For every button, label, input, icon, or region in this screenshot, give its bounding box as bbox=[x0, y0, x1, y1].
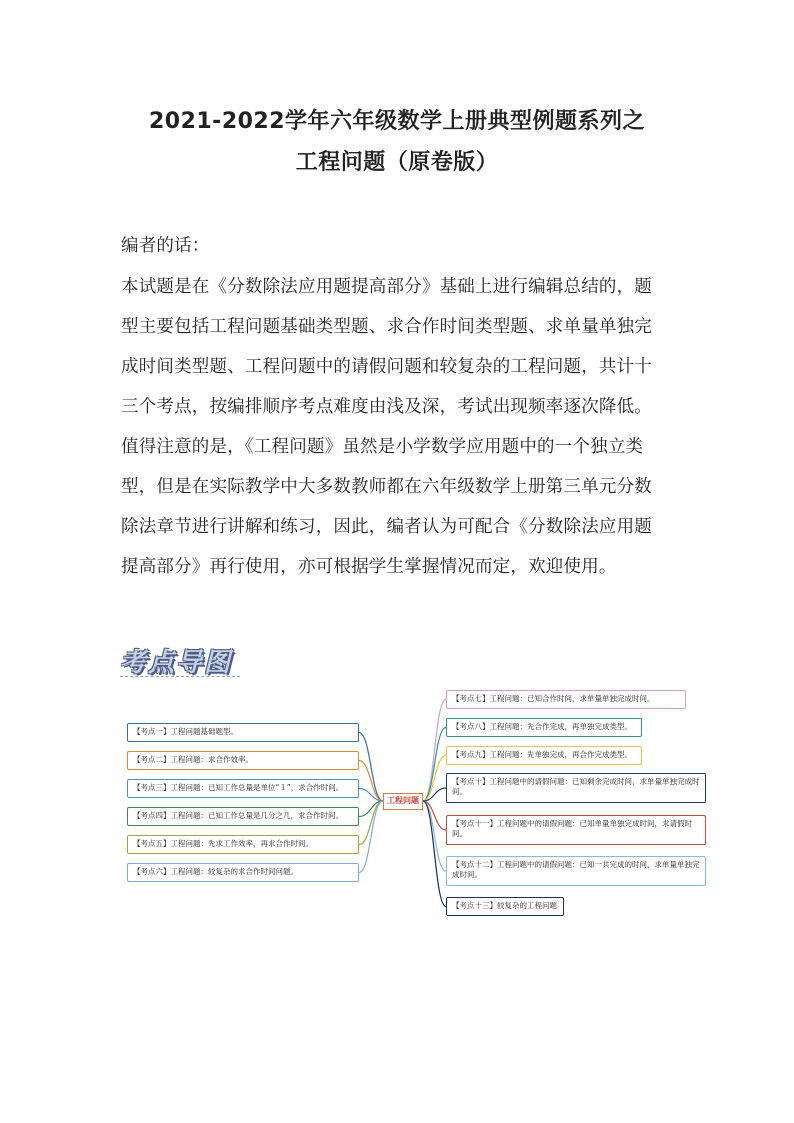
intro-line: 三个考点，按编排顺序考点难度由浅及深，考试出现频率逐次降低。 bbox=[121, 397, 652, 417]
right-topic-node: 【考点十】工程问题中的请假问题：已知剩余完成时间，求单量单独完成时间。 bbox=[446, 773, 706, 803]
left-topic-node: 【考点一】工程问题基础题型。 bbox=[127, 723, 359, 742]
right-topic-node: 【考点十一】工程问题中的请假问题：已知单量单独完成时间，求请假时间。 bbox=[446, 815, 706, 845]
left-topic-node: 【考点三】工程问题：已知工作总量是单位“１”，求合作时间。 bbox=[127, 779, 359, 798]
left-topic-node: 【考点六】工程问题：较复杂的求合作时间问题。 bbox=[127, 863, 359, 882]
left-topic-node: 【考点二】工程问题：求合作效率。 bbox=[127, 751, 359, 770]
left-topic-node: 【考点五】工程问题：先求工作效率，再求合作时间。 bbox=[127, 835, 359, 854]
document-title-line2: 工程问题（原卷版） bbox=[295, 150, 499, 175]
intro-line: 型，但是在实际教学中大多数教师都在六年级数学上册第三单元分数 bbox=[121, 477, 652, 497]
right-topic-node: 【考点九】工程问题：先单独完成，再合作完成类型。 bbox=[446, 746, 642, 765]
right-topic-node: 【考点十二】工程问题中的请假问题：已知一共完成的时间，求单量单独完成时间。 bbox=[446, 856, 706, 886]
intro-line: 提高部分》再行使用，亦可根据学生掌握情况而定，欢迎使用。 bbox=[121, 557, 617, 577]
intro-line: 除法章节进行讲解和练习，因此，编者认为可配合《分数除法应用题 bbox=[121, 517, 652, 537]
right-topic-node: 【考点八】工程问题：先合作完成，再单独完成类型。 bbox=[446, 718, 642, 737]
intro-line: 值得注意的是，《工程问题》虽然是小学数学应用题中的一个独立类 bbox=[121, 437, 644, 457]
left-connector bbox=[359, 733, 383, 802]
intro-line: 型主要包括工程问题基础类型题、求合作时间类型题、求单量单独完 bbox=[121, 317, 652, 337]
section-heading: 考点导图 bbox=[120, 648, 233, 678]
right-connector bbox=[423, 801, 446, 871]
mindmap-center-node: 工程问题 bbox=[383, 793, 423, 810]
document-title-line1: 2021-2022学年六年级数学上册典型例题系列之 bbox=[148, 109, 646, 134]
left-topic-node: 【考点四】工程问题：已知工作总量是几分之几，求合作时间。 bbox=[127, 807, 359, 826]
right-topic-node: 【考点十三】较复杂的工程问题 bbox=[446, 897, 564, 916]
right-connector bbox=[423, 700, 446, 802]
intro-line: 成时间类型题、工程问题中的请假问题和较复杂的工程问题，共计十 bbox=[121, 357, 652, 377]
intro-label: 编者的话： bbox=[121, 236, 210, 256]
right-connector bbox=[423, 728, 446, 802]
right-topic-node: 【考点七】工程问题：已知合作时间，求单量单独完成时间。 bbox=[446, 690, 686, 709]
intro-line: 本试题是在《分数除法应用题提高部分》基础上进行编辑总结的，题 bbox=[121, 277, 652, 297]
left-connector bbox=[359, 801, 383, 873]
